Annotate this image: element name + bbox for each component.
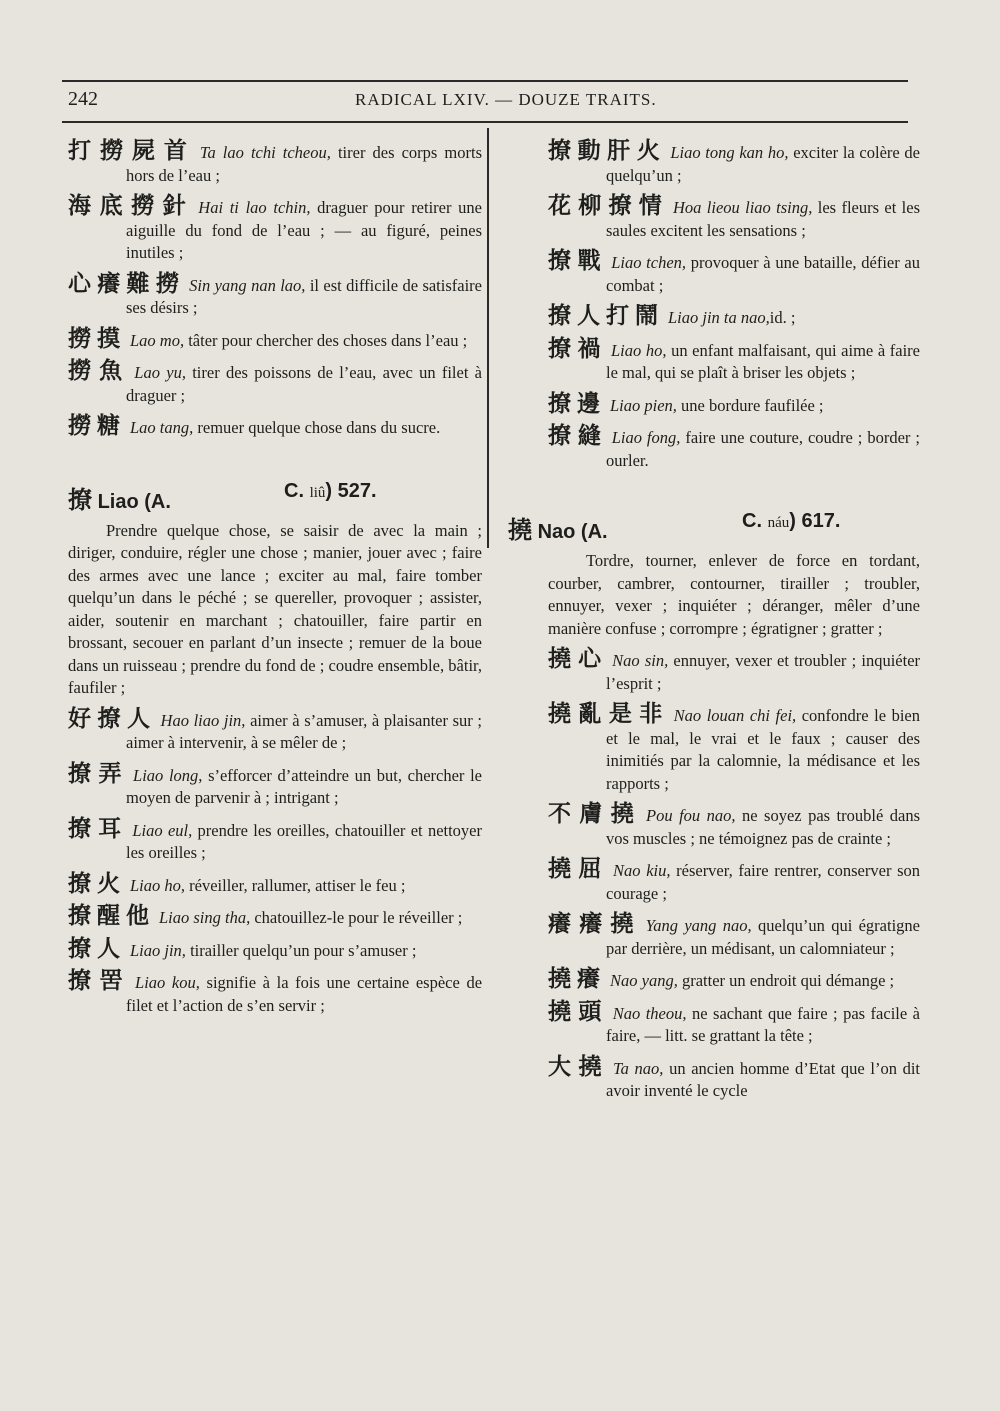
entry-definition: confondre le bien et le mal, le vrai et le faux ; causer des inimitiés par la calomnie, la médisance et les rapports ; [606,706,921,793]
dictionary-entry [68,270,482,320]
header-rule-top [62,80,908,82]
entry-hanzi: 撩禍 [548,335,607,362]
entry-romanization: Liao kou, [135,973,200,992]
entry-romanization: Ta nao, [613,1058,664,1078]
dictionary-entry [548,335,920,385]
entry-definition: faire une couture, coudre ; border ; ourler. [606,428,920,470]
entry-romanization: Nao sin, [612,651,669,670]
liao-tone: liû [309,484,326,501]
entry-hanzi: 撓頭 [548,998,609,1025]
entry-romanization: Yang yang nao, [645,916,752,935]
entry-definition: ne sachant que faire ; pas facile à faire, — litt. se grattant la tête ; [606,1003,920,1045]
dictionary-entry [548,195,920,242]
entry-hanzi: 撈魚 [68,358,131,384]
nao-label: Nao (A. [537,521,608,543]
dictionary-entry [68,415,482,440]
dictionary-entry [548,858,920,905]
entry-definition: une bordure faufilée ; [676,395,824,415]
nao-definition: Tordre, tourner, enlever de force en tordant, courber, cambrer, contourner, tirailler ; troubler, ennuyer, vexer ; inquiéter ; déranger, mêler d’une manière confuse ; corrompre ; égratigner ; gratter ; [548,551,920,638]
liao-label: Liao (A. [97,490,171,513]
entry-definition: tirailler quelqu’un pour s’amuser ; [185,940,417,960]
entry-hanzi: 撩邊 [548,390,606,417]
entry-hanzi: 好撩人 [68,705,157,732]
nao-code: C. náu) 617. [742,510,841,532]
entry-definition: exciter la colère de quelqu’un ; [606,143,921,185]
dictionary-entry [548,968,920,993]
entry-romanization: Pou fou nao, [646,806,736,825]
entry-hanzi: 撩耳 [68,815,129,842]
dictionary-entry [68,140,482,187]
entry-hanzi: 撈糖 [68,413,126,439]
entry-definition: prendre les oreilles, chatouiller et nettoyer les oreilles ; [126,820,483,862]
entry-definition: id. ; [769,308,796,327]
entry-romanization: Hai ti lao tchin, [198,198,311,217]
entry-definition: draguer pour retirer une aiguille du fond de l’eau ; — au figuré, peines inutiles ; [126,198,483,262]
entry-romanization: Lao yu, [134,363,186,382]
column-divider [487,128,489,548]
entry-hanzi: 不膚撓 [548,801,643,827]
entry-hanzi: 撩罟 [68,968,132,994]
entry-definition: un enfant malfaisant, qui aime à faire le mal, qui se plaît à briser les objets ; [606,340,920,382]
entry-romanization: Nao yang, [610,971,678,990]
dictionary-entry [68,935,482,963]
dictionary-entry [68,870,482,898]
liao-compounds [68,705,483,1018]
entry-romanization: Hoa lieou liao tsing, [672,198,813,217]
liao-code: C. liû) 527. [284,479,377,502]
entry-definition: réveiller, rallumer, attiser le feu ; [185,875,406,895]
entry-romanization: Nao kiu, [613,861,671,880]
entry-romanization: Liao fong, [611,428,681,447]
entry-romanization: Liao eul, [132,820,193,840]
entry-hanzi: 撩弄 [68,760,130,787]
entry-definition: quelqu’un qui égratigne par derrière, un médisant, un calomniateur ; [606,916,920,958]
entry-hanzi: 撓屈 [548,856,610,882]
entry-hanzi: 癢癢撓 [548,911,642,937]
liao-definition: Prendre quelque chose, se saisir de avec la main ; diriger, conduire, régler une chose ; manier, jouer avec ; faire des armes avec une lance ; exciter au mal, faire tomber quelqu’un dans le péché ; se quereller, provoquer ; assister, aider, soutenir en marchant ; chatouiller, faire partir en brossant, secouer en parlant d’un insecte ; remuer de la boue dans un ruisseau ; prendre du fond de ; coudre ensemble, bâtir, faufiler ; [68,520,482,697]
dictionary-entry [68,195,482,265]
lao-compounds [68,140,482,440]
dictionary-entry [548,305,920,330]
entry-romanization: Nao louan chi fei, [673,706,797,725]
nao-hanzi: 撓 [508,516,532,544]
dictionary-entry [68,360,482,407]
left-column [68,140,482,1025]
entry-romanization: Liao sing tha, [159,908,251,927]
dictionary-entry [68,760,482,810]
dictionary-entry [548,703,920,795]
entry-definition: ne soyez pas troublé dans vos muscles ; ne témoignez pas de crainte ; [606,806,921,848]
entry-definition: tâter pour chercher des choses dans l’eau ; [184,330,468,350]
dictionary-entry [68,970,482,1017]
entry-definition: un ancien homme d’Etat que l’on dit avoir inventé le cycle [606,1058,921,1100]
liao-headword [68,479,482,514]
nao-compounds [548,648,920,1103]
entry-definition: provoquer à une bataille, défier au combat ; [606,253,921,295]
entry-romanization: Hao liao jin, [160,710,246,730]
entry-romanization: Liao jin ta nao, [668,308,770,327]
entry-romanization: Liao jin, [130,940,186,960]
entry-romanization: Nao theou, [612,1003,687,1023]
header-rule-bottom [62,121,908,123]
entry-definition: tirer des corps morts hors de l’eau ; [126,143,482,185]
running-title: RADICAL LXIV. — DOUZE TRAITS. [355,90,657,109]
dictionary-entry [548,390,920,418]
page-number: 242 [68,88,98,110]
entry-hanzi: 大撓 [548,1053,610,1080]
entry-definition: gratter un endroit qui démange ; [677,971,895,990]
entry-definition: il est difficile de satisfaire ses désirs ; [126,275,482,317]
entry-hanzi: 撩戰 [548,248,608,274]
entry-hanzi: 海底撈針 [68,193,195,219]
dictionary-entry [68,705,482,755]
dictionary-entry [548,998,920,1048]
entry-romanization: Liao long, [133,765,203,785]
entry-definition: remuer quelque chose dans du sucre. [193,418,441,437]
entry-definition: les fleurs et les saules excitent les sensations ; [606,198,921,240]
dictionary-entry [68,905,482,930]
entry-definition: chatouillez-le pour le réveiller ; [250,908,463,927]
entry-hanzi: 撓癢 [548,966,606,992]
entry-romanization: Lao mo, [130,330,185,350]
dictionary-entry [68,815,483,865]
right-column [508,138,921,1111]
entry-definition: s’efforcer d’atteindre un but, chercher le moyen de parvenir à ; intrigant ; [126,765,482,807]
liao-hanzi: 撩 [68,485,92,514]
entry-romanization: Liao tchen, [611,253,687,272]
liao-compounds-continued [548,140,920,472]
dictionary-entry [548,913,920,960]
entry-definition: signifie à la fois une certaine espèce de filet et l’action de s’en servir ; [126,973,483,1015]
nao-tone: náu [767,515,790,531]
dictionary-entry [548,250,920,297]
entry-definition: réserver, faire rentrer, conserver son courage ; [606,861,920,903]
entry-hanzi: 撩縫 [548,423,608,449]
entry-romanization: Liao tong kan ho, [670,143,789,162]
entry-hanzi: 撓心 [548,646,609,672]
dictionary-entry [548,140,920,187]
entry-romanization: Liao ho, [610,340,667,360]
entry-romanization: Ta lao tchi tcheou, [199,143,331,162]
entry-hanzi: 心癢難撈 [68,270,186,297]
entry-hanzi: 撩醒他 [68,903,155,929]
dictionary-entry [548,648,920,695]
nao-headword [508,510,920,544]
entry-definition: aimer à s’amuser, à plaisanter sur ; aimer à intervenir, à se mêler de ; [126,710,482,752]
entry-hanzi: 撩人 [68,935,126,962]
dictionary-entry [548,803,920,850]
entry-romanization: Sin yang nan lao, [189,275,306,295]
entry-hanzi: 打撈屍首 [68,138,196,164]
entry-hanzi: 撩火 [68,870,126,897]
entry-hanzi: 撓亂是非 [548,701,670,727]
entry-hanzi: 花柳撩情 [548,193,669,219]
dictionary-entry [548,1053,921,1103]
entry-definition: ennuyer, vexer et troubler ; inquiéter l’esprit ; [606,651,921,693]
entry-definition: tirer des poissons de l’eau, avec un filet à draguer ; [126,363,483,405]
dictionary-entry [548,425,920,472]
entry-hanzi: 撩動肝火 [548,138,667,164]
entry-hanzi: 撈摸 [68,325,126,352]
dictionary-entry [68,325,482,353]
entry-romanization: Liao ho, [130,875,186,895]
entry-romanization: Liao pien, [610,395,677,415]
entry-romanization: Lao tang, [130,418,194,437]
entry-hanzi: 撩人打鬧 [548,303,664,329]
